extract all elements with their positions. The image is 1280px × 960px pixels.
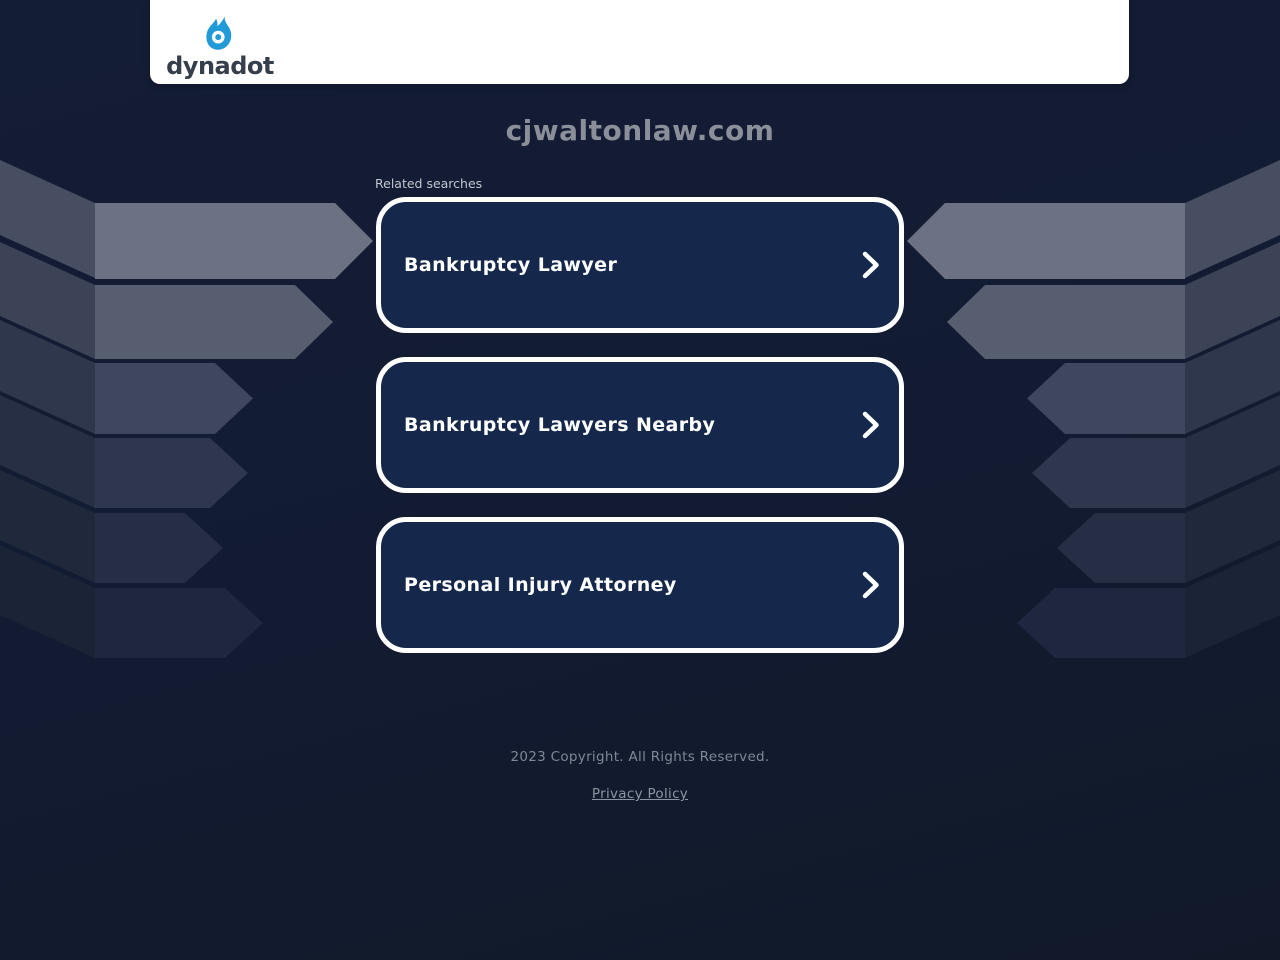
copyright-text: 2023 Copyright. All Rights Reserved. <box>510 749 770 765</box>
decor-arrow-right-3 <box>1027 363 1185 434</box>
decor-arrow-right-6 <box>1017 588 1185 658</box>
decor-arrow-right-2 <box>947 285 1185 359</box>
decor-arrow-left-5 <box>95 513 223 583</box>
decor-arrow-left-4 <box>95 438 248 508</box>
domain-name-title: cjwaltonlaw.com <box>505 114 775 147</box>
related-searches-list <box>376 197 904 677</box>
decor-arrow-right-4 <box>1032 438 1185 508</box>
decor-arrow-right-1 <box>907 203 1185 279</box>
privacy-policy-link[interactable]: Privacy Policy <box>591 786 689 802</box>
related-search-link-bankruptcy-lawyer[interactable] <box>376 197 904 333</box>
related-search-label: Personal Injury Attorney <box>404 574 677 596</box>
registrar-header-bar <box>150 0 1129 84</box>
chevron-right-icon <box>861 571 881 599</box>
dynadot-wordmark: dynadot <box>166 52 274 80</box>
decor-arrow-left-3 <box>95 363 253 434</box>
decor-arrow-left-1 <box>95 203 373 279</box>
related-search-link-personal-injury-attorney[interactable] <box>376 517 904 653</box>
dynadot-logo[interactable] <box>166 16 274 80</box>
related-search-label: Bankruptcy Lawyer <box>404 254 618 276</box>
decor-arrow-left-2 <box>95 285 333 359</box>
related-search-link-bankruptcy-lawyers-nearby[interactable] <box>376 357 904 493</box>
related-search-label: Bankruptcy Lawyers Nearby <box>404 414 716 436</box>
footer <box>0 783 1280 802</box>
dynadot-flame-icon <box>205 16 235 53</box>
related-searches-label: Related searches <box>375 176 483 191</box>
chevron-right-icon <box>861 251 881 279</box>
decor-arrow-left-6 <box>95 588 263 658</box>
decor-arrow-right-5 <box>1057 513 1185 583</box>
chevron-right-icon <box>861 411 881 439</box>
